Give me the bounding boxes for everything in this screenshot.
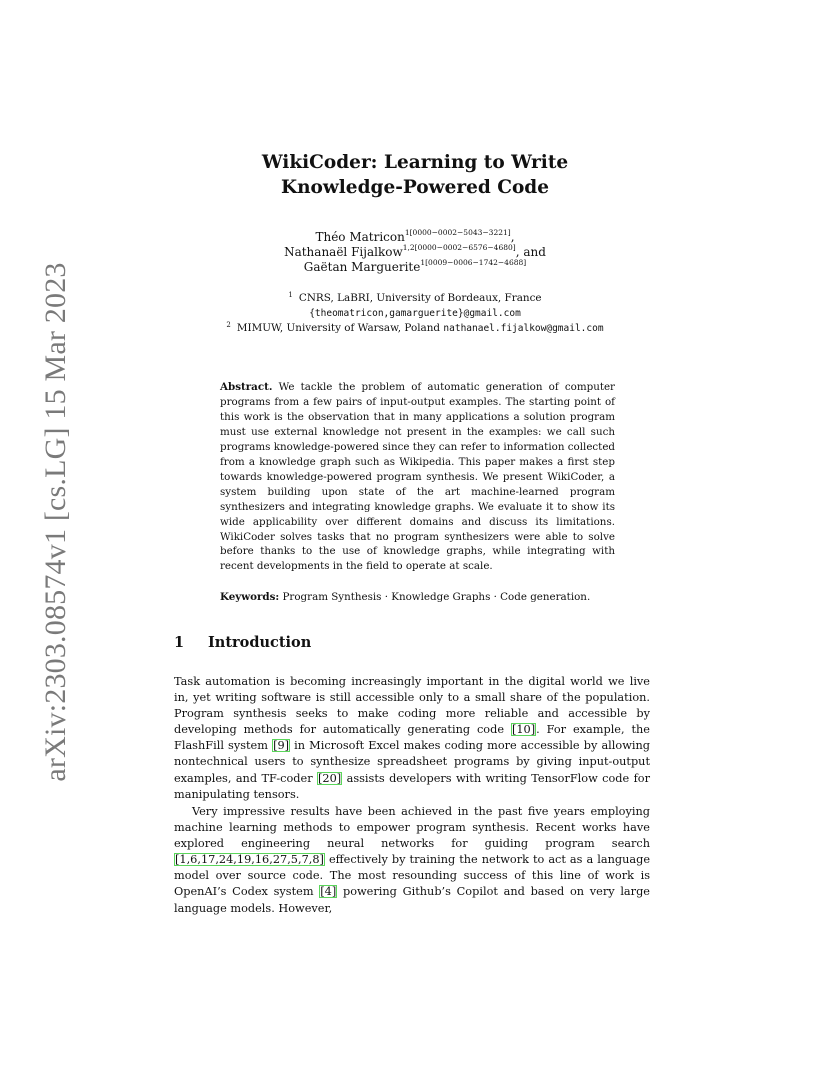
keywords-label: Keywords:: [220, 591, 280, 603]
affiliation-2: [170, 321, 660, 337]
arxiv-stamp: arXiv:2303.08574v1 [cs.LG] 15 Mar 2023: [39, 262, 72, 782]
affiliation-text: MIMUW, University of Warsaw, Poland: [236, 322, 441, 334]
abstract-text: We tackle the problem of automatic generation of computer programs from a few pairs of input-output examples. The starting point of this work is the observation that in many applications a solution program must use external knowledge not present in the examples: we call such programs knowledge-powered since they can refer to information collected from a knowledge graph such as Wikipedia. This paper makes a first step towards knowledge-powered program synthesis. We present WikiCoder, a system building upon state of the art machine-learned program synthesizers and integrating knowledge graphs. We evaluate it to show its wide applicability over different domains and discuss its limitations. WikiCoder solves tasks that no program synthesizers were able to solve before thanks to the use of knowledge graphs, while integrating with recent developments in the field to operate at scale.: [220, 381, 615, 573]
author-list: [170, 230, 660, 275]
paragraph-text: Task automation is becoming increasingly important in the digital world we live in, yet writing software is still accessible only to a small share of the population. Program synthesis seeks to make coding more reliable and accessible by developing methods for automatically generating code: [174, 675, 650, 737]
citation-link[interactable]: [10]: [511, 723, 536, 737]
author-line: [170, 260, 660, 275]
author-sep: ,: [510, 230, 515, 244]
section-heading: [174, 634, 311, 651]
paragraph-text: . For example, the FlashFill system: [174, 723, 650, 753]
paragraph-text: assists developers with writing TensorFlow code for manipulating tensors.: [174, 771, 650, 801]
keywords: [220, 590, 620, 605]
keywords-text: Program Synthesis · Knowledge Graphs · Code generation.: [282, 591, 591, 603]
paper-title: [170, 150, 660, 200]
affiliation-mark: 1: [288, 291, 293, 299]
author-name: Théo Matricon: [315, 230, 405, 244]
title-line-1: WikiCoder: Learning to Write: [261, 152, 569, 173]
email: nathanael.fijalkow@gmail.com: [443, 323, 604, 334]
author-line: [170, 245, 660, 260]
author-name: Nathanaël Fijalkow: [284, 245, 403, 259]
affiliations: [170, 291, 660, 337]
paragraph-text: powering Github’s Copilot and based on very large language models. However,: [174, 885, 650, 915]
section-title: Introduction: [208, 634, 312, 651]
citation-link[interactable]: [4]: [320, 885, 337, 899]
abstract-label: Abstract.: [220, 381, 273, 393]
author-orcid: 1[0009−0006−1742−4688]: [420, 258, 527, 267]
paragraph-text: effectively by training the network to act as a language model over source code. The most resounding success of this line of work is OpenAI’s Codex system: [174, 853, 650, 899]
abstract: [220, 380, 615, 574]
affiliation-1: [170, 291, 660, 306]
affiliation-text: CNRS, LaBRI, University of Bordeaux, France: [298, 292, 542, 304]
paragraph: [174, 674, 650, 803]
author-orcid: 1,2[0000−0002−6576−4680]: [402, 243, 516, 252]
section-number: 1: [174, 634, 185, 651]
email: {theomatricon,gamarguerite}@gmail.com: [309, 307, 521, 319]
citation-link[interactable]: [20]: [318, 771, 342, 785]
paragraph-text: Very impressive results have been achieved in the past five years employing machine learning methods to empower program synthesis. Recent works have explored engineering neural networks for guiding program search: [174, 805, 650, 851]
author-sep: , and: [515, 245, 546, 259]
author-orcid: 1[0000−0002−5043−3221]: [404, 228, 511, 237]
citation-link[interactable]: [9]: [273, 739, 290, 753]
author-name: Gaëtan Marguerite: [303, 260, 421, 274]
paragraph-text: in Microsoft Excel makes coding more accessible by allowing nontechnical users to synthesize spreadsheet programs by giving input-output examples, and TF-coder: [174, 739, 650, 785]
affiliation-1-email: [170, 306, 660, 322]
paragraph: [174, 804, 650, 917]
citation-link[interactable]: [1,6,17,24,19,16,27,5,7,8]: [175, 853, 324, 867]
title-line-2: Knowledge-Powered Code: [280, 177, 550, 198]
affiliation-mark: 2: [226, 321, 231, 329]
